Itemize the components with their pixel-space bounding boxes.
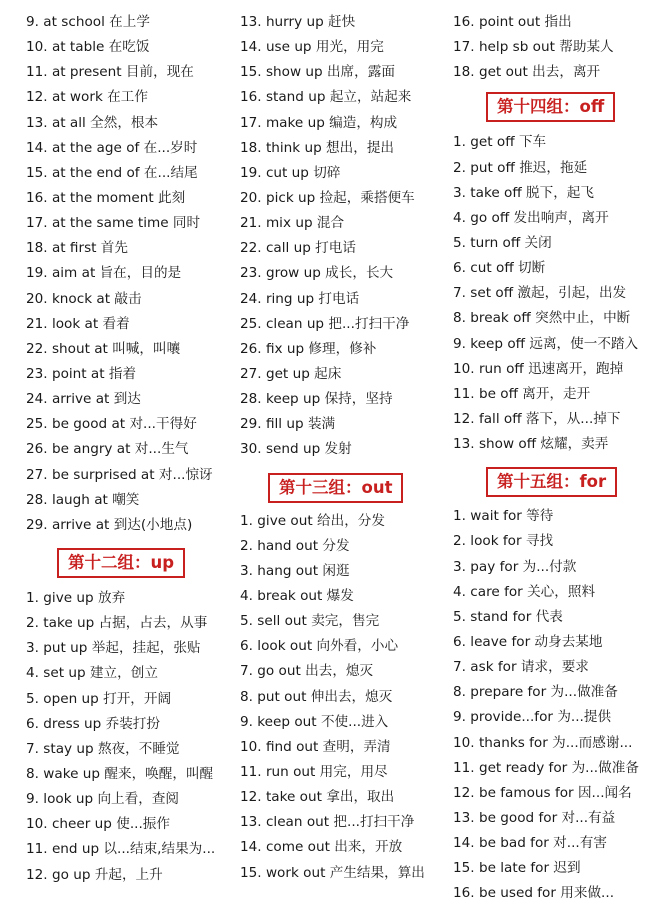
column-1 xyxy=(26,0,231,888)
phrase-item: 23. grow up 成长，长大 xyxy=(240,265,394,282)
phrase-item: 11. at present 目前，现在 xyxy=(26,64,194,81)
phrase-item: 8. prepare for 为...做准备 xyxy=(453,684,618,701)
phrase-item: 25. be good at 对...干得好 xyxy=(26,416,197,433)
phrase-item: 7. set off 激起，引起，出发 xyxy=(453,285,627,302)
phrase-item: 2. take up 占据，占去，从事 xyxy=(26,615,208,632)
phrase-item: 6. dress up 乔装打扮 xyxy=(26,715,160,732)
phrase-item: 15. work out 产生结果，算出 xyxy=(240,864,425,881)
out-list-continued xyxy=(453,10,659,85)
phrase-item: 10. find out 查明，弄清 xyxy=(240,738,391,755)
phrase-item: 27. get up 起床 xyxy=(240,365,342,382)
column-3 xyxy=(453,0,659,907)
phrase-item: 1. get off 下车 xyxy=(453,134,547,151)
phrase-item: 18. at first 首先 xyxy=(26,240,128,257)
phrase-item: 17. make up 编造，构成 xyxy=(240,114,398,131)
phrase-item: 7. ask for 请求，要求 xyxy=(453,659,589,676)
phrase-item: 13. be good for 对...有益 xyxy=(453,809,616,826)
group-15-header: 第十五组：for xyxy=(486,467,617,497)
phrase-item: 2. hand out 分发 xyxy=(240,537,350,554)
phrase-item: 5. sell out 卖完，售完 xyxy=(240,613,380,630)
group-13-header: 第十三组：out xyxy=(268,473,403,503)
phrase-item: 15. be late for 迟到 xyxy=(453,860,581,877)
phrase-item: 14. at the age of 在...岁时 xyxy=(26,139,198,156)
phrase-item: 19. cut up 切碎 xyxy=(240,164,341,181)
phrase-item: 8. wake up 醒来，唤醒，叫醒 xyxy=(26,765,214,782)
phrase-item: 1. wait for 等待 xyxy=(453,508,554,525)
phrase-item: 17. help sb out 帮助某人 xyxy=(453,39,614,56)
phrase-item: 14. use up 用光，用完 xyxy=(240,39,384,56)
phrase-item: 20. knock at 敲击 xyxy=(26,290,142,307)
phrase-item: 23. point at 指着 xyxy=(26,365,137,382)
phrase-item: 13. clean out 把...打扫干净 xyxy=(240,814,415,831)
phrase-item: 9. keep out 不使...进入 xyxy=(240,713,389,730)
phrase-item: 11. be off 离开，走开 xyxy=(453,385,591,402)
phrase-item: 3. put up 举起，挂起，张贴 xyxy=(26,640,201,657)
phrase-item: 24. arrive at 到达 xyxy=(26,391,141,408)
phrase-item: 21. mix up 混合 xyxy=(240,215,345,232)
phrase-item: 18. get out 出去，离开 xyxy=(453,64,601,81)
phrase-item: 24. ring up 打电话 xyxy=(240,290,360,307)
phrase-item: 26. fix up 修理，修补 xyxy=(240,340,377,357)
phrase-item: 10. at table 在吃饭 xyxy=(26,39,150,56)
phrase-item: 13. show off 炫耀，卖弄 xyxy=(453,436,609,453)
phrase-item: 26. be angry at 对...生气 xyxy=(26,441,189,458)
phrase-item: 10. cheer up 使...振作 xyxy=(26,816,170,833)
phrase-item: 3. hang out 闲逛 xyxy=(240,562,350,579)
phrase-item: 29. arrive at 到达(小地点) xyxy=(26,516,193,533)
phrase-item: 8. put out 伸出去，熄灭 xyxy=(240,688,393,705)
phrase-item: 18. think up 想出，提出 xyxy=(240,139,395,156)
phrase-item: 11. run out 用完，用尽 xyxy=(240,763,388,780)
phrase-item: 14. be bad for 对...有害 xyxy=(453,835,607,852)
phrase-item: 6. cut off 切断 xyxy=(453,260,546,277)
phrase-item: 27. be surprised at 对...惊讶 xyxy=(26,466,213,483)
phrase-item: 30. send up 发射 xyxy=(240,441,352,458)
phrase-item: 28. laugh at 嘲笑 xyxy=(26,491,140,508)
phrase-item: 22. call up 打电话 xyxy=(240,240,356,257)
phrase-item: 10. thanks for 为...而感谢... xyxy=(453,734,633,751)
phrase-item: 9. at school 在上学 xyxy=(26,14,150,30)
phrase-item: 16. point out 指出 xyxy=(453,14,572,30)
group-14-header: 第十四组：off xyxy=(486,92,615,122)
phrase-item: 6. leave for 动身去某地 xyxy=(453,633,603,650)
phrase-item: 7. stay up 熬夜，不睡觉 xyxy=(26,740,180,757)
phrase-item: 4. set up 建立，创立 xyxy=(26,665,158,682)
phrase-item: 16. be used for 用来做... xyxy=(453,885,615,902)
off-list xyxy=(453,130,659,457)
phrase-item: 5. open up 打开，开阔 xyxy=(26,690,172,707)
phrase-item: 15. show up 出席，露面 xyxy=(240,64,395,81)
phrase-item: 5. turn off 关闭 xyxy=(453,234,552,251)
phrase-item: 4. go off 发出响声，离开 xyxy=(453,209,609,226)
phrase-item: 3. take off 脱下，起飞 xyxy=(453,184,594,201)
group-12-header: 第十二组：up xyxy=(57,548,185,578)
phrase-item: 13. at all 全然，根本 xyxy=(26,114,159,131)
phrase-item: 4. break out 爆发 xyxy=(240,587,354,604)
phrase-item: 13. hurry up 赶快 xyxy=(240,14,356,30)
phrase-item: 6. look out 向外看，小心 xyxy=(240,638,399,655)
phrase-item: 16. at the moment 此刻 xyxy=(26,189,186,206)
phrase-item: 11. end up 以...结束,结果为... xyxy=(26,841,216,858)
phrase-item: 12. at work 在工作 xyxy=(26,89,148,106)
phrase-item: 17. at the same time 同时 xyxy=(26,215,201,232)
phrase-item: 19. aim at 旨在，目的是 xyxy=(26,265,182,282)
phrase-item: 29. fill up 装满 xyxy=(240,416,336,433)
phrase-item: 25. clean up 把...打扫干净 xyxy=(240,315,410,332)
phrase-item: 28. keep up 保持，坚持 xyxy=(240,391,393,408)
phrase-item: 21. look at 看着 xyxy=(26,315,130,332)
phrase-item: 9. look up 向上看，查阅 xyxy=(26,791,180,808)
phrase-item: 9. keep off 远离，使一不踏入 xyxy=(453,335,639,352)
phrase-item: 16. stand up 起立，站起来 xyxy=(240,89,412,106)
phrase-item: 5. stand for 代表 xyxy=(453,608,563,625)
phrase-item: 3. pay for 为...付款 xyxy=(453,558,577,575)
out-list xyxy=(240,509,450,886)
phrase-item: 8. break off 突然中止，中断 xyxy=(453,310,631,327)
phrase-item: 14. come out 出来，开放 xyxy=(240,839,403,856)
phrase-item: 22. shout at 叫喊，叫嚷 xyxy=(26,340,181,357)
phrase-item: 12. fall off 落下，从...掉下 xyxy=(453,410,621,427)
phrase-item: 7. go out 出去，熄灭 xyxy=(240,663,374,680)
phrase-item: 11. get ready for 为...做准备 xyxy=(453,759,639,776)
phrase-item: 10. run off 迅速离开，跑掉 xyxy=(453,360,624,377)
up-list xyxy=(26,586,231,888)
phrase-item: 15. at the end of 在...结尾 xyxy=(26,164,198,181)
phrase-item: 12. take out 拿出，取出 xyxy=(240,789,395,806)
at-list xyxy=(26,10,231,538)
for-list xyxy=(453,504,659,906)
phrase-item: 2. look for 寻找 xyxy=(453,533,554,550)
phrase-item: 20. pick up 捡起，乘搭便车 xyxy=(240,189,415,206)
phrase-item: 12. be famous for 因...闻名 xyxy=(453,784,632,801)
phrase-item: 12. go up 升起，上升 xyxy=(26,866,163,883)
phrase-item: 1. give up 放弃 xyxy=(26,589,126,606)
column-2 xyxy=(240,0,450,886)
phrase-item: 9. provide...for 为...提供 xyxy=(453,709,612,726)
phrase-item: 4. care for 关心，照料 xyxy=(453,583,596,600)
phrase-item: 1. give out 给出，分发 xyxy=(240,512,385,529)
up-list-continued xyxy=(240,10,450,463)
phrase-item: 2. put off 推迟，拖延 xyxy=(453,159,588,176)
